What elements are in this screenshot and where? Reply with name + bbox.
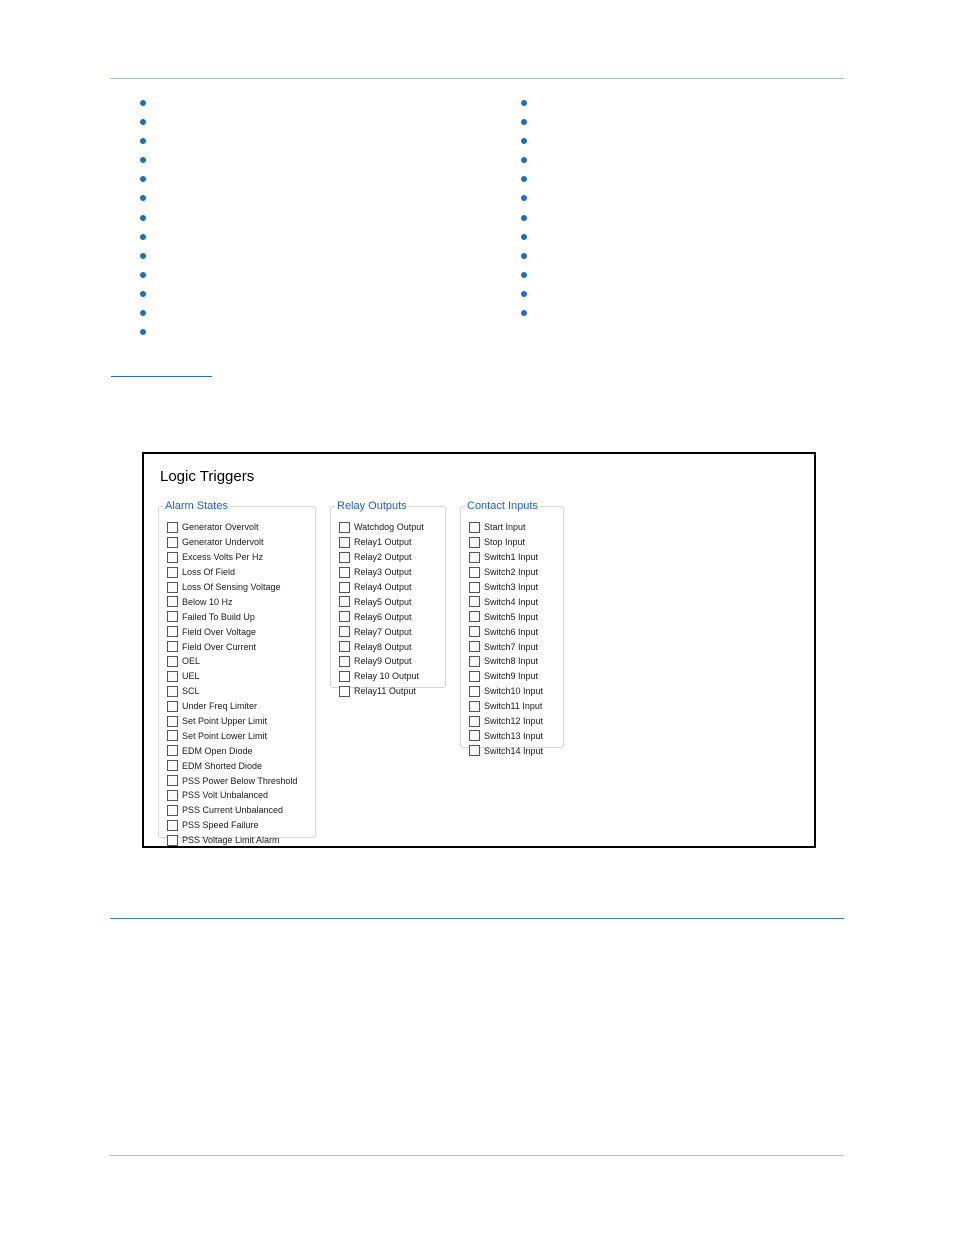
trigger-item[interactable]	[167, 699, 297, 714]
trigger-checkbox[interactable]	[469, 522, 480, 533]
trigger-label: Switch5 Input	[484, 611, 539, 622]
trigger-checkbox[interactable]	[167, 730, 178, 741]
trigger-item[interactable]	[469, 609, 543, 624]
trigger-item[interactable]	[469, 535, 543, 550]
trigger-checkbox[interactable]	[339, 596, 350, 607]
trigger-checkbox[interactable]	[469, 626, 480, 637]
trigger-item[interactable]	[469, 669, 543, 684]
trigger-label: Excess Volts Per Hz	[182, 552, 264, 563]
trigger-label: Switch10 Input	[484, 686, 544, 697]
trigger-label: Relay8 Output	[354, 641, 412, 652]
group-legend: Relay Outputs	[337, 500, 407, 512]
trigger-item[interactable]	[469, 699, 543, 714]
relay-outputs-group	[330, 500, 446, 697]
trigger-checkbox[interactable]	[469, 611, 480, 622]
bullet-marker	[140, 272, 146, 278]
trigger-checkbox[interactable]	[469, 716, 480, 727]
trigger-label: PSS Current Unbalanced	[182, 805, 284, 816]
trigger-label: OEL	[182, 656, 201, 667]
trigger-checkbox[interactable]	[339, 611, 350, 622]
trigger-checkbox[interactable]	[167, 760, 178, 771]
trigger-checkbox[interactable]	[167, 656, 178, 667]
trigger-label: Relay5 Output	[354, 596, 412, 607]
trigger-item[interactable]	[167, 728, 297, 743]
trigger-item[interactable]	[167, 639, 297, 654]
trigger-label: Under Freq Limiter	[182, 701, 258, 712]
trigger-checkbox[interactable]	[167, 671, 178, 682]
trigger-item[interactable]	[469, 594, 543, 609]
trigger-checkbox[interactable]	[167, 626, 178, 637]
trigger-item[interactable]	[469, 639, 543, 654]
trigger-checkbox[interactable]	[339, 686, 350, 697]
trigger-label: PSS Speed Failure	[182, 820, 259, 831]
group-legend: Contact Inputs	[467, 500, 538, 512]
trigger-item[interactable]	[339, 580, 424, 595]
trigger-checkbox[interactable]	[167, 582, 178, 593]
trigger-item[interactable]	[167, 773, 297, 788]
trigger-item[interactable]	[469, 520, 543, 535]
trigger-checkbox[interactable]	[469, 730, 480, 741]
trigger-checkbox[interactable]	[469, 582, 480, 593]
trigger-label: PSS Voltage Limit Alarm	[182, 835, 280, 846]
bullet-marker	[140, 157, 146, 163]
trigger-checkbox[interactable]	[167, 716, 178, 727]
bullet-marker	[521, 176, 527, 182]
bullet-marker	[140, 138, 146, 144]
bullet-marker	[521, 138, 527, 144]
bullet-marker	[521, 157, 527, 163]
trigger-item[interactable]	[339, 609, 424, 624]
trigger-checkbox[interactable]	[339, 552, 350, 563]
trigger-checkbox[interactable]	[469, 671, 480, 682]
relay-outputs-list	[339, 520, 424, 699]
trigger-item[interactable]	[469, 624, 543, 639]
trigger-checkbox[interactable]	[167, 567, 178, 578]
trigger-item[interactable]	[167, 818, 297, 833]
trigger-item[interactable]	[469, 743, 543, 758]
trigger-item[interactable]	[339, 535, 424, 550]
trigger-label: Set Point Upper Limit	[182, 716, 268, 727]
footer-rule	[110, 1155, 844, 1156]
bullet-marker	[521, 119, 527, 125]
trigger-label: Below 10 Hz	[182, 596, 233, 607]
trigger-label: UEL	[182, 671, 200, 682]
trigger-item[interactable]	[167, 833, 297, 848]
trigger-label: Switch9 Input	[484, 671, 539, 682]
trigger-item[interactable]	[167, 758, 297, 773]
trigger-checkbox[interactable]	[339, 522, 350, 533]
trigger-checkbox[interactable]	[167, 775, 178, 786]
trigger-label: Switch14 Input	[484, 745, 544, 756]
trigger-label: Switch7 Input	[484, 641, 539, 652]
trigger-label: Relay11 Output	[354, 686, 416, 697]
trigger-checkbox[interactable]	[339, 567, 350, 578]
trigger-item[interactable]	[339, 684, 424, 699]
trigger-checkbox[interactable]	[167, 596, 178, 607]
group-legend: Alarm States	[165, 500, 228, 512]
trigger-checkbox[interactable]	[339, 656, 350, 667]
trigger-label: Relay3 Output	[354, 567, 412, 578]
trigger-checkbox[interactable]	[167, 686, 178, 697]
trigger-label: Switch12 Input	[484, 716, 544, 727]
trigger-item[interactable]	[167, 624, 297, 639]
trigger-label: Relay9 Output	[354, 656, 412, 667]
trigger-item[interactable]	[339, 624, 424, 639]
trigger-checkbox[interactable]	[469, 701, 480, 712]
trigger-item[interactable]	[167, 743, 297, 758]
trigger-checkbox[interactable]	[167, 522, 178, 533]
trigger-checkbox[interactable]	[167, 701, 178, 712]
trigger-checkbox[interactable]	[469, 641, 480, 652]
bullet-marker	[140, 329, 146, 335]
trigger-label: Relay4 Output	[354, 582, 412, 592]
trigger-item[interactable]	[469, 684, 543, 699]
trigger-item[interactable]	[469, 714, 543, 729]
trigger-checkbox[interactable]	[469, 745, 480, 756]
trigger-label: Field Over Current	[182, 641, 257, 652]
bullet-marker	[140, 234, 146, 240]
trigger-label: Failed To Build Up	[182, 611, 255, 622]
trigger-item[interactable]	[167, 803, 297, 818]
trigger-item[interactable]	[167, 609, 297, 624]
trigger-label: Start Input	[484, 522, 526, 533]
trigger-label: PSS Power Below Threshold	[182, 775, 298, 786]
trigger-checkbox[interactable]	[339, 626, 350, 637]
trigger-label: Loss Of Sensing Voltage	[182, 582, 281, 592]
header-rule	[110, 78, 844, 79]
trigger-checkbox[interactable]	[339, 641, 350, 652]
trigger-item[interactable]	[339, 639, 424, 654]
bullet-marker	[521, 272, 527, 278]
trigger-item[interactable]	[469, 550, 543, 565]
alarm-states-list	[167, 520, 297, 848]
bullet-marker	[521, 253, 527, 259]
trigger-item[interactable]	[339, 654, 424, 669]
trigger-item[interactable]	[339, 594, 424, 609]
bullet-marker	[521, 234, 527, 240]
bullet-marker	[140, 100, 146, 106]
trigger-label: Watchdog Output	[354, 522, 424, 533]
section-rule	[110, 918, 844, 919]
trigger-item[interactable]	[167, 669, 297, 684]
trigger-item[interactable]	[167, 535, 297, 550]
bullet-marker	[140, 253, 146, 259]
trigger-label: Switch8 Input	[484, 656, 539, 667]
bullet-marker	[140, 215, 146, 221]
trigger-item[interactable]	[167, 594, 297, 609]
trigger-label: Relay7 Output	[354, 626, 412, 637]
trigger-checkbox[interactable]	[339, 582, 350, 593]
trigger-label: Switch4 Input	[484, 596, 539, 607]
bullet-marker	[140, 310, 146, 316]
trigger-checkbox[interactable]	[469, 686, 480, 697]
trigger-checkbox[interactable]	[167, 805, 178, 816]
trigger-label: EDM Shorted Diode	[182, 760, 263, 771]
bullet-marker	[521, 215, 527, 221]
trigger-label: EDM Open Diode	[182, 745, 253, 756]
trigger-item[interactable]	[339, 669, 424, 684]
trigger-label: Set Point Lower Limit	[182, 730, 268, 741]
trigger-label: PSS Volt Unbalanced	[182, 790, 269, 801]
bullet-list-right	[521, 100, 527, 329]
contact-inputs-list	[469, 520, 543, 758]
trigger-label: Generator Undervolt	[182, 537, 264, 548]
bullet-marker	[140, 195, 146, 201]
trigger-label: Switch2 Input	[484, 567, 539, 578]
trigger-item[interactable]	[167, 714, 297, 729]
bullet-marker	[140, 119, 146, 125]
trigger-item[interactable]	[167, 788, 297, 803]
trigger-label: Switch11 Input	[484, 701, 543, 712]
figure-link-underline[interactable]	[111, 376, 212, 377]
trigger-label: Relay 10 Output	[354, 671, 420, 682]
trigger-label: Relay2 Output	[354, 552, 412, 563]
trigger-checkbox[interactable]	[167, 745, 178, 756]
contact-inputs-group	[460, 500, 564, 756]
trigger-item[interactable]	[339, 565, 424, 580]
trigger-label: SCL	[182, 686, 200, 697]
trigger-checkbox[interactable]	[167, 537, 178, 548]
trigger-label: Loss Of Field	[182, 567, 236, 578]
trigger-label: Field Over Voltage	[182, 626, 257, 637]
trigger-checkbox[interactable]	[469, 567, 480, 578]
bullet-marker	[521, 100, 527, 106]
trigger-label: Switch1 Input	[484, 552, 539, 563]
trigger-item[interactable]	[469, 654, 543, 669]
trigger-item[interactable]	[167, 654, 297, 669]
trigger-checkbox[interactable]	[167, 552, 178, 563]
bullet-marker	[521, 291, 527, 297]
bullet-marker	[140, 291, 146, 297]
trigger-label: Relay6 Output	[354, 611, 412, 622]
trigger-item[interactable]	[167, 580, 297, 595]
trigger-item[interactable]	[167, 565, 297, 580]
trigger-checkbox[interactable]	[167, 611, 178, 622]
trigger-label: Relay1 Output	[354, 537, 412, 548]
bullet-marker	[521, 310, 527, 316]
trigger-checkbox[interactable]	[167, 835, 178, 846]
screen-title: Logic Triggers	[160, 468, 255, 485]
trigger-item[interactable]	[469, 580, 543, 595]
trigger-checkbox[interactable]	[167, 790, 178, 801]
trigger-checkbox[interactable]	[469, 537, 480, 548]
trigger-item[interactable]	[167, 550, 297, 565]
alarm-states-group	[158, 500, 316, 846]
trigger-label: Switch6 Input	[484, 626, 539, 637]
trigger-item[interactable]	[469, 728, 543, 743]
trigger-checkbox[interactable]	[339, 671, 350, 682]
trigger-checkbox[interactable]	[339, 537, 350, 548]
bullet-list-left	[140, 100, 146, 348]
bullet-marker	[140, 176, 146, 182]
trigger-checkbox[interactable]	[167, 641, 178, 652]
trigger-label: Switch3 Input	[484, 582, 539, 592]
trigger-checkbox[interactable]	[469, 552, 480, 563]
trigger-checkbox[interactable]	[469, 656, 480, 667]
trigger-item[interactable]	[167, 520, 297, 535]
trigger-label: Generator Overvolt	[182, 522, 259, 533]
trigger-item[interactable]	[167, 684, 297, 699]
trigger-label: Stop Input	[484, 537, 526, 548]
logic-triggers-screenshot	[142, 452, 816, 848]
trigger-label: Switch13 Input	[484, 730, 544, 741]
trigger-checkbox[interactable]	[469, 596, 480, 607]
bullet-marker	[521, 195, 527, 201]
trigger-checkbox[interactable]	[167, 820, 178, 831]
trigger-item[interactable]	[339, 550, 424, 565]
trigger-item[interactable]	[469, 565, 543, 580]
trigger-item[interactable]	[339, 520, 424, 535]
